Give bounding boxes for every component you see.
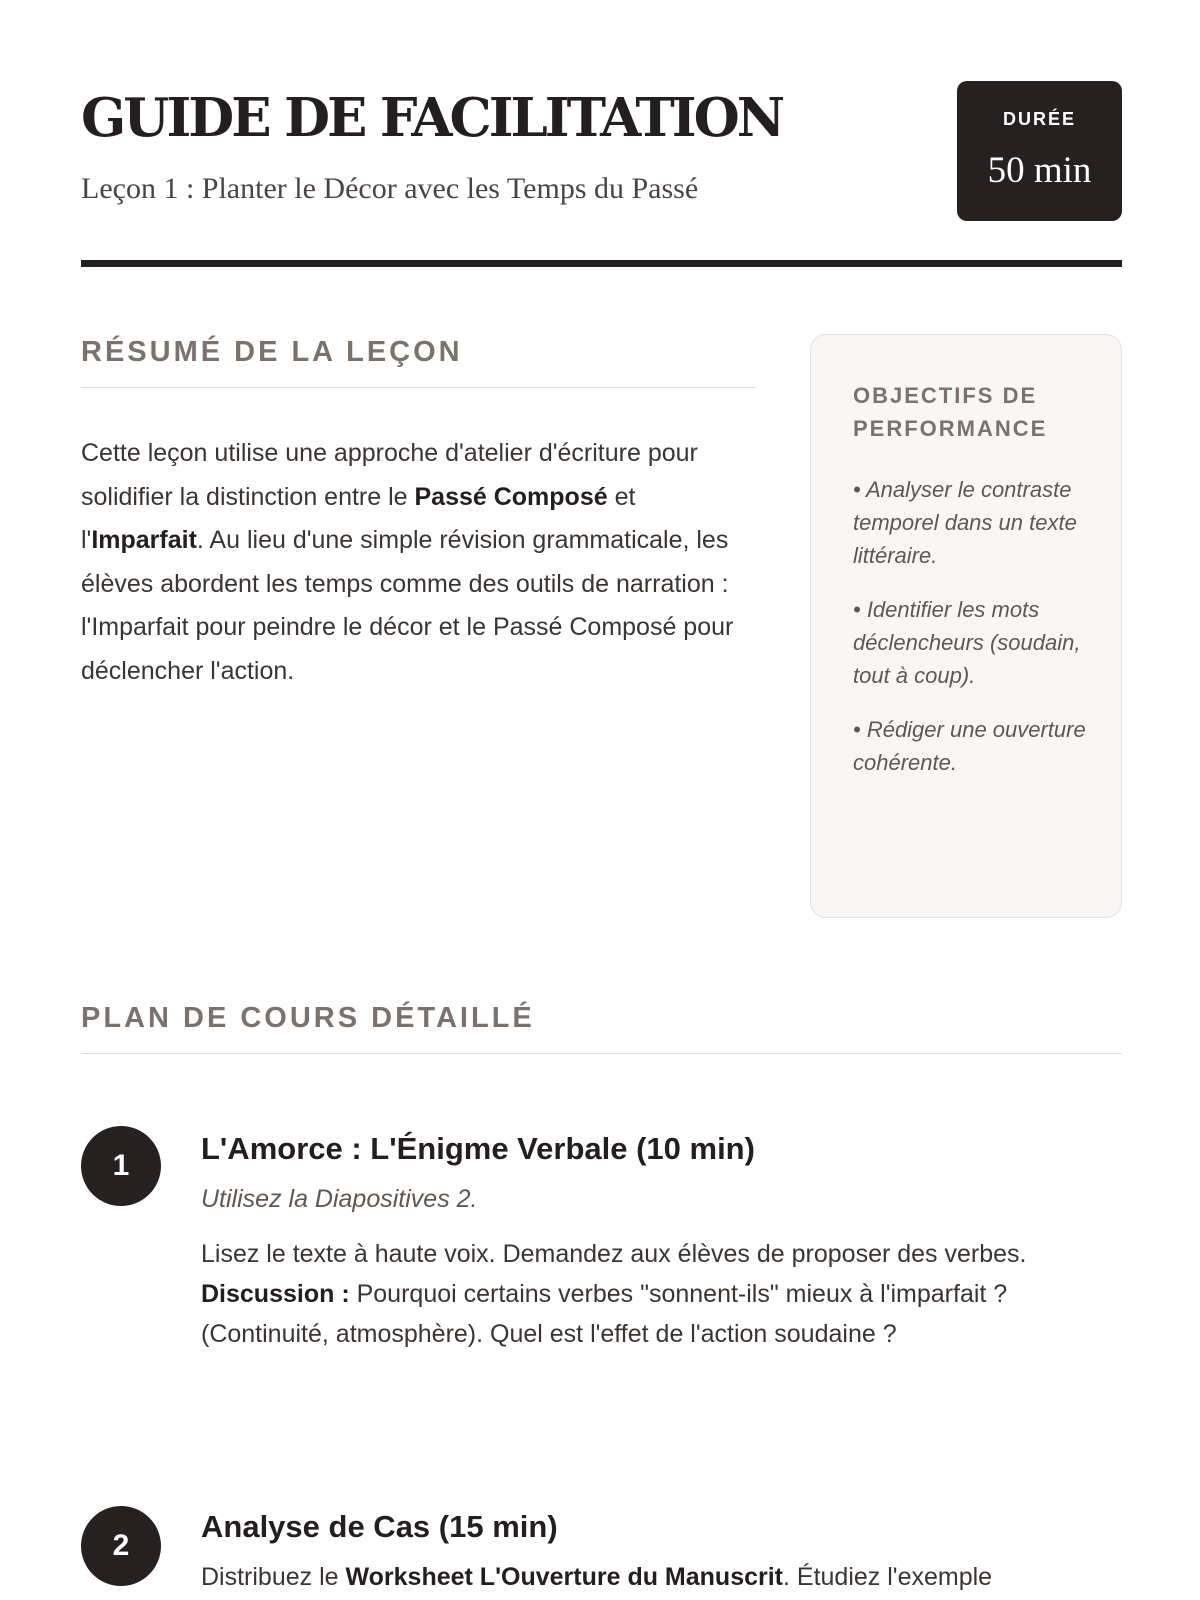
step-title: L'Amorce : L'Énigme Verbale (10 min) xyxy=(201,1131,755,1166)
step-text-part: Pourquoi certains verbes "sonnent-ils" mieux à l'imparfait ? (Continuité, atmosphère). Quel est l'effet de l'action soudaine ? xyxy=(201,1280,1008,1349)
step-body xyxy=(201,1130,1122,1354)
step-bold-worksheet: Worksheet L'Ouverture du Manuscrit xyxy=(345,1563,784,1592)
objectives-card xyxy=(810,334,1122,918)
summary-divider xyxy=(81,387,756,388)
summary-text-part: Cette leçon utilise une approche d'atelier d'écriture pour solidifier la distinction entre le xyxy=(81,439,698,511)
objectives-list xyxy=(853,473,1091,779)
step-text-part: Lisez le texte à haute voix. Demandez aux élèves de proposer des verbes. xyxy=(201,1240,1027,1269)
summary-text-part: et l' xyxy=(81,482,636,554)
page-header xyxy=(81,80,1122,268)
step-text xyxy=(201,1234,1122,1354)
plan-divider xyxy=(81,1053,1122,1054)
lesson-subtitle: Leçon 1 : Planter le Décor avec les Temps du Passé xyxy=(81,172,699,205)
step-text xyxy=(201,1557,1122,1597)
plan-section xyxy=(81,1002,1122,1054)
summary-bold-passe-compose: Passé Composé xyxy=(414,482,608,511)
plan-heading: PLAN DE COURS DÉTAILLÉ xyxy=(81,1002,535,1034)
objectives-heading: OBJECTIFS DE PERFORMANCE xyxy=(853,383,1048,441)
summary-text-part: . Au lieu d'une simple révision grammaticale, les élèves abordent les temps comme des outils de narration : l'Imparfait pour peindre le décor et le Passé Composé pour déclencher l'action. xyxy=(81,526,734,685)
objective-item: • Identifier les mots déclencheurs (soudain, tout à coup). xyxy=(853,597,1081,688)
summary-text xyxy=(81,432,756,693)
step-text-part: Distribuez le xyxy=(201,1563,346,1592)
objective-item: • Rédiger une ouverture cohérente. xyxy=(853,717,1086,775)
summary-heading: RÉSUMÉ DE LA LEÇON xyxy=(81,336,463,368)
duration-value: 50 min xyxy=(987,150,1092,191)
duration-label: DURÉE xyxy=(1002,109,1076,129)
step-number-badge: 2 xyxy=(81,1506,161,1586)
step-body xyxy=(201,1508,1122,1597)
duration-badge xyxy=(957,81,1122,221)
step-text-part: . Étudiez l'exemple xyxy=(783,1563,993,1592)
step-title: Analyse de Cas (15 min) xyxy=(201,1509,558,1544)
header-divider xyxy=(81,260,1122,267)
objective-item: • Analyser le contraste temporel dans un texte littéraire. xyxy=(853,477,1077,568)
summary-bold-imparfait: Imparfait xyxy=(91,526,197,554)
step-bold-discussion: Discussion : xyxy=(201,1280,350,1309)
step-number-badge: 1 xyxy=(81,1126,161,1206)
page-title: GUIDE DE FACILITATION xyxy=(81,87,783,149)
summary-section xyxy=(81,336,756,693)
step-note: Utilisez la Diapositives 2. xyxy=(201,1185,478,1214)
